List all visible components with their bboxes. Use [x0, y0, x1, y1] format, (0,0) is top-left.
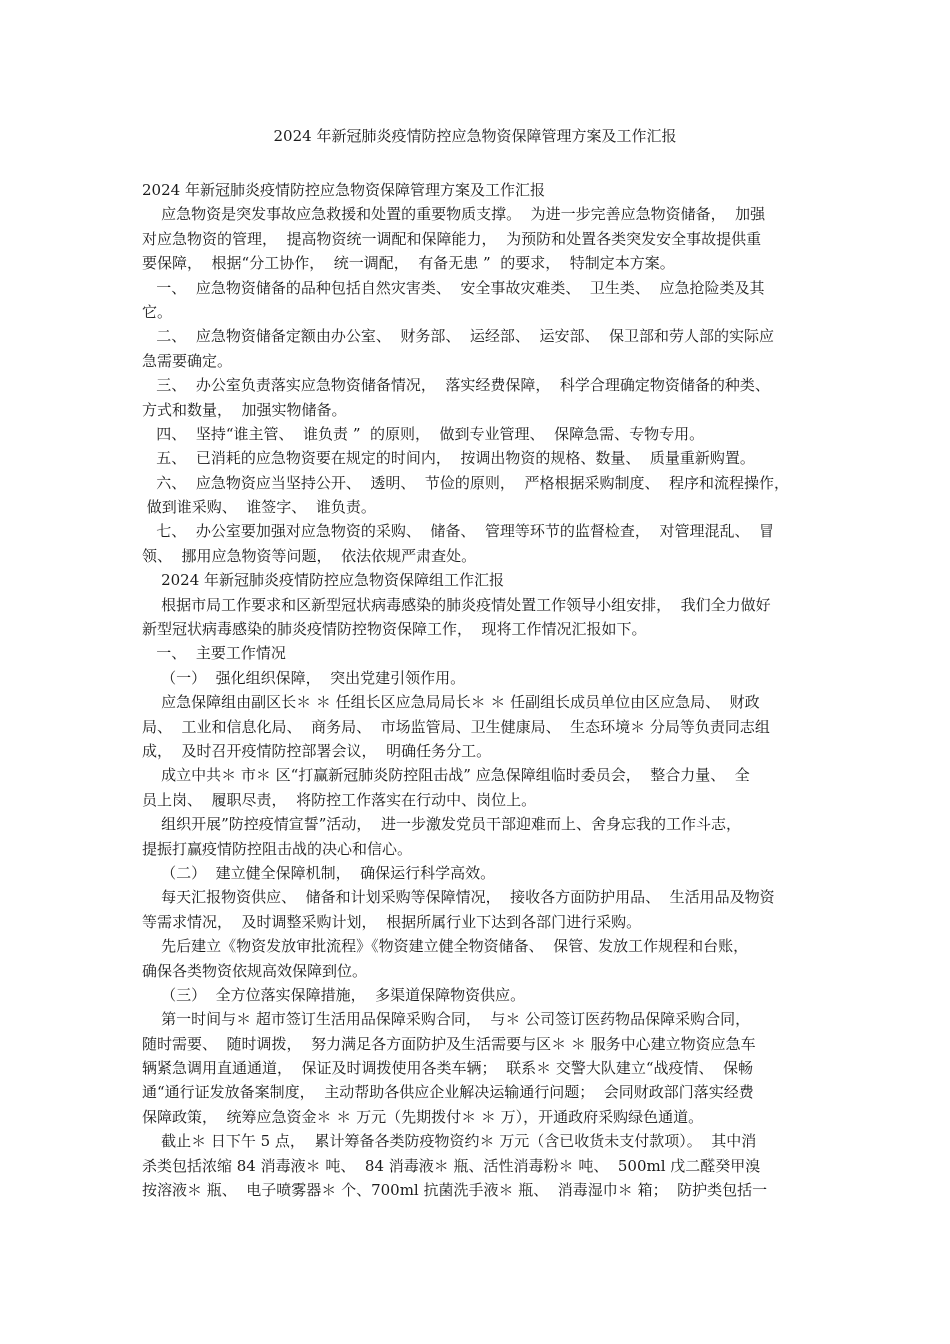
text-line: 做到谁采购、 谁签字、 谁负责。 — [142, 498, 376, 517]
text-line: 组织开展”防控疫情宣誓”活动， 进一步激发党员干部迎难而上、舍身忘我的工作斗志， — [142, 815, 741, 834]
text-line: 它。 — [142, 302, 173, 321]
text-line: 要保障， 根据“分工协作， 统一调配， 有备无患 ” 的要求， 特制定本方案。 — [142, 254, 675, 273]
text-line: 辆紧急调用直通通道， 保证及时调拨使用各类车辆； 联系＊ 交警大队建立“战疫情、 保畅 — [142, 1059, 754, 1078]
text-line: （三） 全方位落实保障措施， 多渠道保障物资供应。 — [142, 985, 526, 1004]
text-line: 保障政策， 统筹应急资金＊ ＊ 万元（先期拨付＊ ＊ 万），开通政府采购绿色通道。 — [142, 1107, 704, 1126]
text-line: 提振打赢疫情防控阻击战的决心和信心。 — [142, 839, 413, 858]
text-line: 先后建立《物资发放审批流程》《物资建立健全物资储备、 保管、发放工作规程和台账， — [142, 937, 749, 956]
text-line: 通“通行证发放备案制度， 主动帮助各供应企业解决运输通行问题； 会同财政部门落实经费 — [142, 1083, 754, 1102]
text-line: 等需求情况， 及时调整采购计划， 根据所属行业下达到各部门进行采购。 — [142, 912, 642, 931]
text-line: 杀类包括浓缩 84 消毒液＊ 吨、 84 消毒液＊ 瓶、活性消毒粉＊ 吨、 500ml 戊二醛癸甲溴 — [142, 1156, 761, 1175]
text-line: 七、 办公室要加强对应急物资的采购、 储备、 管理等环节的监督检查， 对管理混乱、 冒 — [142, 522, 774, 541]
text-line: 四、 坚持“谁主管、 谁负责 ” 的原则， 做到专业管理、 保障急需、专物专用。 — [142, 424, 705, 443]
text-line: 确保各类物资依规高效保障到位。 — [142, 961, 368, 980]
text-line: 六、 应急物资应当坚持公开、 透明、 节俭的原则， 严格根据采购制度、 程序和流程操作， — [142, 473, 789, 492]
text-line: 第一时间与＊ 超市签订生活用品保障采购合同， 与＊ 公司签订医药物品保障采购合同， — [142, 1010, 751, 1029]
text-line: 按溶液＊ 瓶、 电子喷雾器＊ 个、700ml 抗菌洗手液＊ 瓶、 消毒湿巾＊ 箱； 防护类包括一 — [142, 1181, 768, 1200]
document-body — [142, 178, 822, 1202]
text-line: 应急物资是突发事故应急救援和处置的重要物质支撑。 为进一步完善应急物资储备， 加强 — [142, 205, 766, 224]
text-line: 对应急物资的管理， 提高物资统一调配和保障能力， 为预防和处置各类突发安全事故提供重 — [142, 229, 762, 248]
text-line: 随时需要、 随时调拨， 努力满足各方面防护及生活需要与区＊ ＊ 服务中心建立物资应急车 — [142, 1034, 756, 1053]
text-line: 截止＊ 日下午 5 点， 累计筹备各类防疫物资约＊ 万元（含已收货未支付款项）。 其中消 — [142, 1132, 757, 1151]
text-line: 每天汇报物资供应、 储备和计划采购等保障情况， 接收各方面防护用品、 生活用品及物资 — [142, 888, 775, 907]
text-line: 应急保障组由副区长＊ ＊ 任组长区应急局局长＊ ＊ 任副组长成员单位由区应急局、 财政 — [142, 693, 760, 712]
text-line: （二） 建立健全保障机制， 确保运行科学高效。 — [142, 863, 496, 882]
text-line: 五、 已消耗的应急物资要在规定的时间内， 按调出物资的规格、数量、 质量重新购置。 — [142, 449, 755, 468]
text-line: 急需要确定。 — [142, 351, 233, 370]
text-line: 成立中共＊ 市＊ 区“打赢新冠肺炎防控阻击战” 应急保障组临时委员会， 整合力量、 全 — [142, 766, 750, 785]
text-line: 2024 年新冠肺炎疫情防控应急物资保障管理方案及工作汇报 — [142, 181, 545, 199]
text-line: 一、 主要工作情况 — [142, 644, 286, 663]
text-line: 新型冠状病毒感染的肺炎疫情防控物资保障工作， 现将工作情况汇报如下。 — [142, 620, 647, 639]
text-line: 二、 应急物资储备定额由办公室、 财务部、 运经部、 运安部、 保卫部和劳人部的实际应 — [142, 327, 774, 346]
text-line: 2024 年新冠肺炎疫情防控应急物资保障组工作汇报 — [142, 571, 505, 590]
text-line: （一） 强化组织保障， 突出党建引领作用。 — [142, 668, 466, 687]
text-line: 方式和数量， 加强实物储备。 — [142, 400, 347, 419]
text-line: 员上岗、 履职尽责， 将防控工作落实在行动中、岗位上。 — [142, 790, 537, 809]
text-line: 成， 及时召开疫情防控部署会议， 明确任务分工。 — [142, 741, 492, 760]
page-title: 2024 年新冠肺炎疫情防控应急物资保障管理方案及工作汇报 — [273, 127, 677, 145]
text-line: 三、 办公室负责落实应急物资储备情况， 落实经费保障， 科学合理确定物资储备的种类、 — [142, 376, 770, 395]
text-line: 根据市局工作要求和区新型冠状病毒感染的肺炎疫情处置工作领导小组安排， 我们全力做好 — [142, 595, 771, 614]
text-line: 局、 工业和信息化局、 商务局、 市场监管局、卫生健康局、 生态环境＊ 分局等负责同志组 — [142, 717, 770, 736]
text-line: 一、 应急物资储备的品种包括自然灾害类、 安全事故灾难类、 卫生类、 应急抢险类及其 — [142, 278, 765, 297]
text-line: 领、 挪用应急物资等问题， 依法依规严肃查处。 — [142, 546, 477, 565]
